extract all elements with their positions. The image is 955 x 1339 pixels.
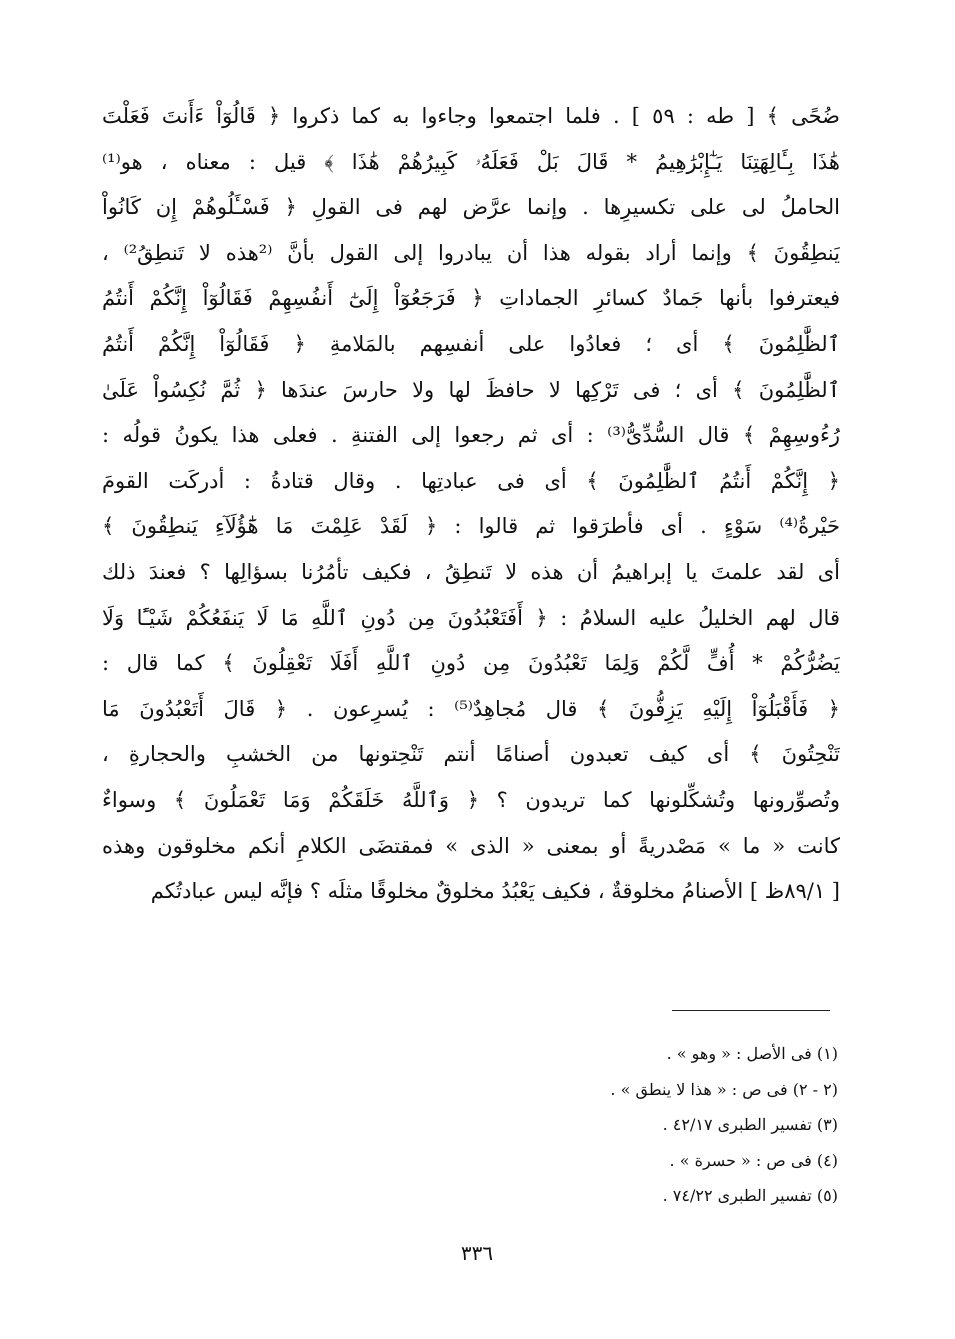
- text-line: يَضُرُّكُمْ * أُفٍّ لَّكُمْ وَلِمَا تَعْبُدُونَ مِن دُونِ ٱللَّهِ أَفَلَا تَعْقِلُونَ ﴾ كما قال :: [102, 651, 840, 676]
- text-line: هَٰذَا بِـَٔالِهَتِنَا يَـٰٓإِبْرَٰهِيمُ * قَالَ بَلْ فَعَلَهُۥ كَبِيرُهُمْ هَٰذَا ﴾ قيل : معناه ، هو⁽¹⁾: [102, 149, 840, 174]
- text-line: الحاملُ لى على تكسيرِها . وإنما عرَّض لهم فى القولِ ﴿ فَسْـَٔلُوهُمْ إِن كَانُواْ: [102, 195, 840, 220]
- footnote-5: (٥) تفسير الطبرى ٧٤/٢٢ .: [662, 1186, 838, 1205]
- text-line: حَيْرةُ⁽⁴⁾ سَوْءٍ . أى فأطرَقوا ثم قالوا : ﴿ لَقَدْ عَلِمْتَ مَا هَٰٓؤُلَآءِ يَنطِقُونَ ﴾: [102, 514, 840, 539]
- footnote-2: (٢ - ٢) فى ص : « هذا لا ينطق » .: [610, 1079, 838, 1099]
- text-line: ﴿ فَأَقْبَلُوٓاْ إِلَيْهِ يَزِفُّونَ ﴾ قال مُجاهِدٌ⁽⁵⁾ : يُسرِعون . ﴿ قَالَ أَتَعْبُدُونَ مَا: [102, 696, 840, 721]
- footnote-3: (٣) تفسير الطبرى ٤٢/١٧ .: [662, 1115, 838, 1134]
- footnotes: [420, 1036, 838, 1214]
- text-line: يَنطِقُونَ ﴾ وإنما أراد بقوله هذا أن يبادروا إلى القول بأنَّ ⁽²هذه لا تَنطِقُ²⁾ ،: [102, 240, 840, 265]
- text-line: كانت « ما » مَصْدريةً أو بمعنى « الذى » فمقتضَى الكلامِ أنكم مخلوقون وهذه: [102, 833, 840, 858]
- text-line: أى لقد علمتَ يا إبراهيمُ أن هذه لا تَنطِقُ ، فكيف تأمُرُنا بسؤالِها ؟ فعندَ ذلك: [102, 559, 840, 584]
- text-line: ٱلظَّٰلِمُونَ ﴾ أى ؛ فى تَرْكِها لا حافظَ لها ولا حارسَ عندَها ﴿ ثُمَّ نُكِسُواْ عَلَىٰ: [102, 377, 840, 402]
- footnote-1: (١) فى الأصل : « وهو » .: [666, 1044, 838, 1063]
- footnote-separator: [672, 1010, 830, 1011]
- text-line: [ ٨٩/١ظ ] الأصنامُ مخلوقةٌ ، فكيف يَعْبُدُ مخلوقٌ مخلوقًا مثلَه ؟ فإنَّه ليس عبادتُكم: [150, 879, 840, 904]
- text-line: فيعترفوا بأنها جَمادٌ كسائرِ الجماداتِ ﴿ فَرَجَعُوٓاْ إِلَىٰٓ أَنفُسِهِمْ فَقَالُوٓاْ إِنَّكُمْ أَنتُمُ: [102, 286, 840, 311]
- text-line: رُءُوسِهِمْ ﴾ قال السُّدِّىُّ⁽³⁾ : أى ثم رجعوا إلى الفتنةِ . فعلى هذا يكونُ قولُه :: [102, 423, 840, 448]
- text-line: تَنْحِتُونَ ﴾ أى كيف تعبدون أصنامًا أنتم تَنْحِتونها من الخشبِ والحجارةِ ،: [102, 742, 840, 767]
- footnote-4: (٤) فى ص : « حسرة » .: [669, 1150, 838, 1170]
- text-line: ضُحًى ﴾ [ طه : ٥٩ ] . فلما اجتمعوا وجاءوا به كما ذكروا ﴿ قَالُوٓاْ ءَأَنتَ فَعَلْتَ: [102, 104, 840, 128]
- text-line: ﴿ إِنَّكُمْ أَنتُمُ ٱلظَّٰلِمُونَ ﴾ أى فى عبادتِها . وقال قتادةُ : أدركَت القومَ: [102, 468, 840, 493]
- text-line: قال لهم الخليلُ عليه السلامُ : ﴿ أَفَتَعْبُدُونَ مِن دُونِ ٱللَّهِ مَا لَا يَنفَعُكُمْ شَيْـًٔا وَلَا: [102, 605, 840, 630]
- main-text: [102, 94, 840, 915]
- page-number: ٣٣٦: [460, 1241, 494, 1265]
- text-line: وتُصوِّرونها وتُشكِّلونها كما تريدون ؟ ﴿ وَٱللَّهُ خَلَقَكُمْ وَمَا تَعْمَلُونَ ﴾ وسواءٌ: [102, 787, 840, 812]
- text-line: ٱلظَّٰلِمُونَ ﴾ أى ؛ فعادُوا على أنفسِهم بالمَلامةِ ﴿ فَقَالُوٓاْ إِنَّكُمْ أَنتُمُ: [102, 331, 840, 356]
